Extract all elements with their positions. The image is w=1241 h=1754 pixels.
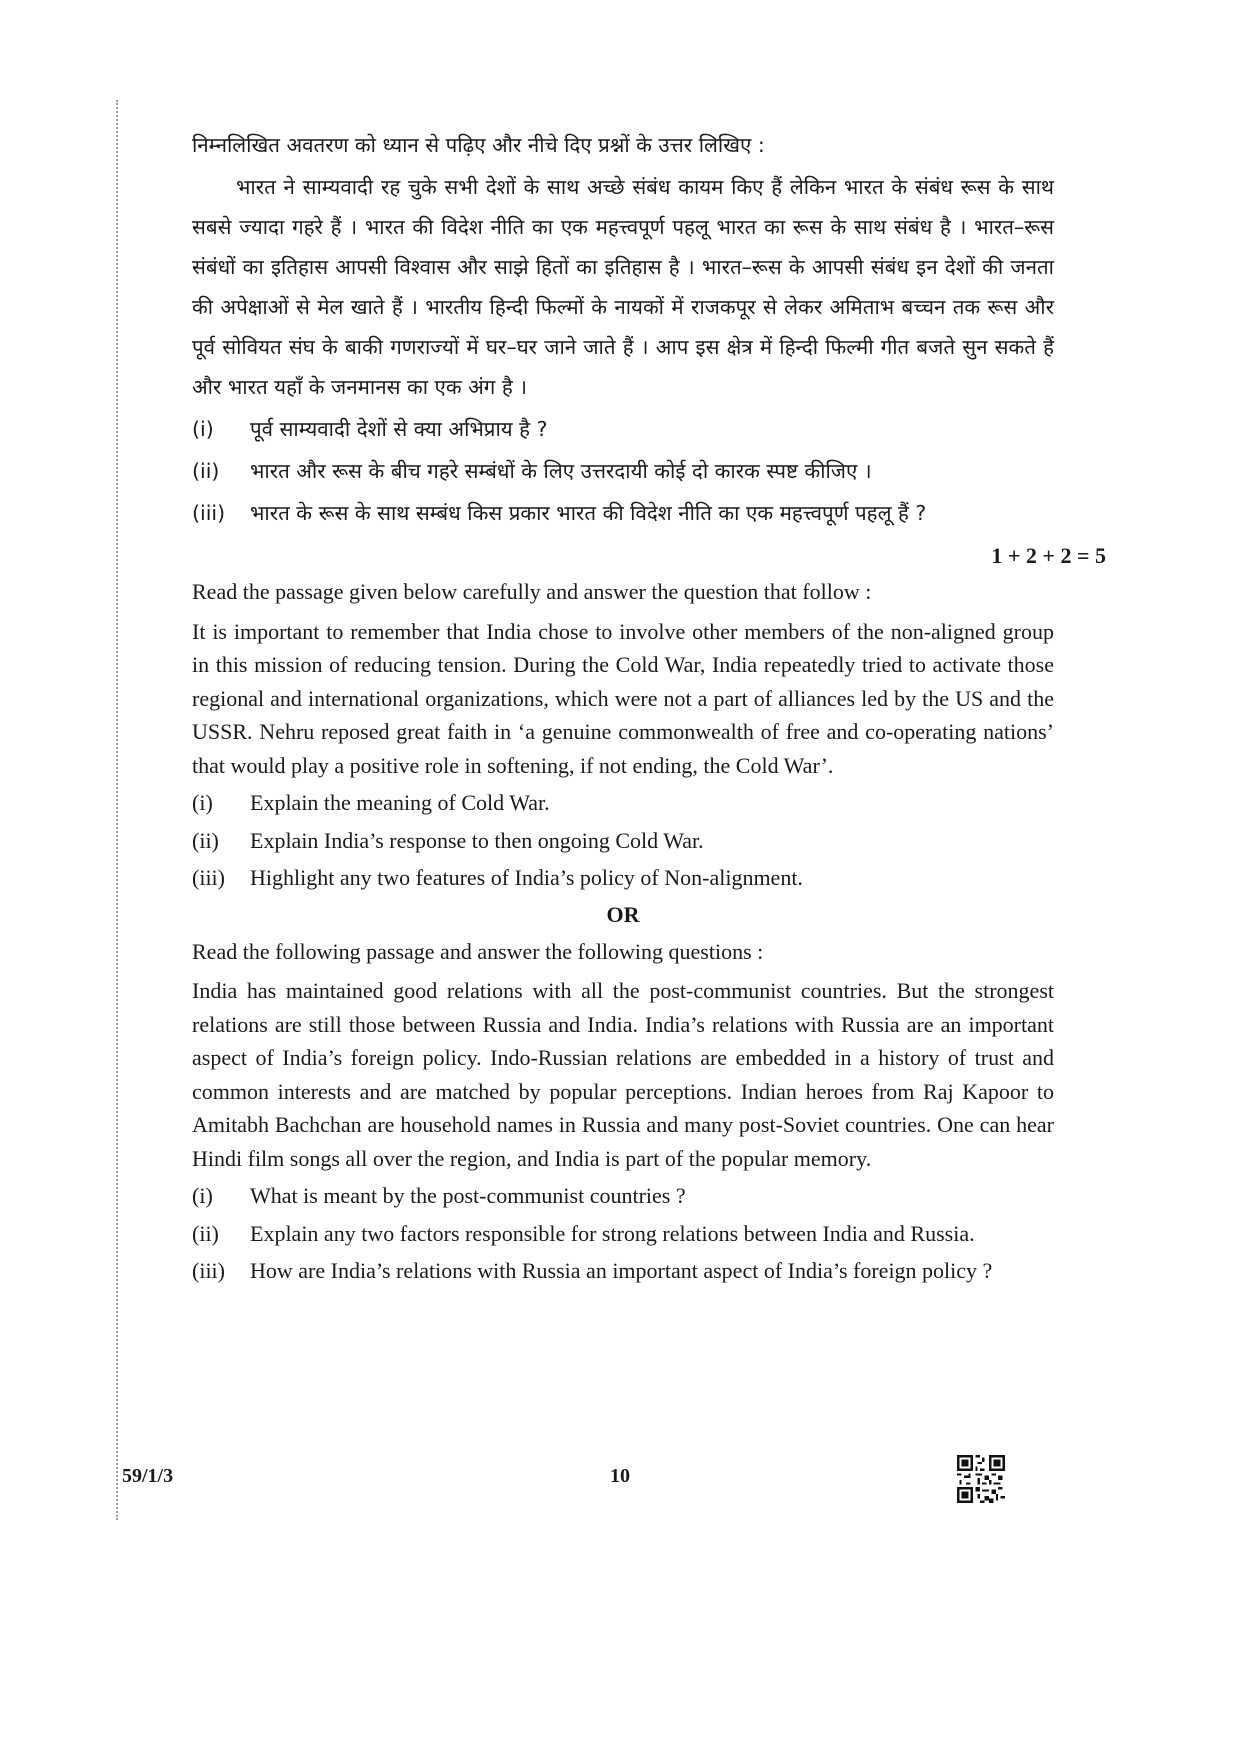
english-instruction: Read the passage given below carefully and answer the question that follow : bbox=[192, 579, 872, 604]
question-text: भारत के रूस के साथ सम्बंध किस प्रकार भारत की विदेश नीति का एक महत्त्वपूर्ण पहलू हैं ? bbox=[250, 501, 927, 525]
question-text: What is meant by the post-communist countries ? bbox=[250, 1183, 686, 1208]
page-number: 10 bbox=[610, 1465, 630, 1487]
qr-code-icon bbox=[957, 1455, 1005, 1503]
or-separator: OR bbox=[606, 901, 640, 927]
question-content bbox=[192, 125, 1106, 1288]
question-number: (iii) bbox=[192, 1258, 225, 1283]
question-text: How are India’s relations with Russia an important aspect of India’s foreign policy ? bbox=[250, 1258, 993, 1283]
english-passage: It is important to remember that India chose to involve other members of the non-aligned group in this mission of reducing tension. During the Cold War, India repeatedly tried to activate those regional and international organizations, which were not a part of alliances led by the US and the USSR. Nehru reposed great faith in ‘a genuine commonwealth of free and co-operating nations’ that would play a positive role in softening, if not ending, the Cold War’. bbox=[192, 618, 1054, 778]
english-alt-instruction: Read the following passage and answer the following questions : bbox=[192, 938, 764, 964]
paper-code: 59/1/3 bbox=[122, 1465, 174, 1487]
question-text: भारत और रूस के बीच गहरे सम्बंधों के लिए उत्तरदायी कोई दो कारक स्पष्ट कीजिए । bbox=[250, 459, 872, 483]
question-number: (iii) bbox=[192, 865, 225, 890]
english-question-3 bbox=[192, 861, 1054, 895]
english-alt-question-1 bbox=[192, 1179, 1054, 1213]
question-text: Explain India’s response to then ongoing Cold War. bbox=[250, 827, 704, 853]
question-number: (ii) bbox=[192, 1220, 219, 1246]
question-text: पूर्व साम्यवादी देशों से क्या अभिप्राय है ? bbox=[250, 417, 548, 441]
hindi-question-1 bbox=[192, 409, 1054, 449]
question-text: Explain the meaning of Cold War. bbox=[250, 790, 550, 815]
english-alt-question-2 bbox=[192, 1217, 1054, 1251]
question-text: Explain any two factors responsible for strong relations between India and Russia. bbox=[250, 1220, 975, 1246]
question-number: (ii) bbox=[192, 827, 219, 853]
english-alt-passage: India has maintained good relations with all the post-communist countries. But the strongest relations are still those between Russia and India. India’s relations with Russia are an important aspect of India’s foreign policy. Indo-Russian relations are embedded in a history of trust and common interests and are matched by popular perceptions. Indian heroes from Raj Kapoor to Amitabh Bachchan are household names in Russia and many post-Soviet countries. One can hear Hindi film songs all over the region, and India is part of the popular memory. bbox=[192, 978, 1054, 1171]
question-number: (iii) bbox=[192, 501, 226, 525]
question-number: (i) bbox=[192, 790, 213, 815]
hindi-passage: भारत ने साम्यवादी रह चुके सभी देशों के साथ अच्छे संबंध कायम किए हैं लेकिन भारत के संबंध रूस के साथ सबसे ज्यादा गहरे हैं । भारत की विदेश नीति का एक महत्त्वपूर्ण पहलू भारत का रूस के साथ संबंध है । भारत–रूस संबंधों का इतिहास आपसी विश्वास और साझे हितों का इतिहास है । भारत–रूस के आपसी संबंध इन देशों की जनता की अपेक्षाओं से मेल खाते हैं । भारतीय हिन्दी फिल्मों के नायकों में राजकपूर से लेकर अमिताभ बच्चन तक रूस और पूर्व सोवियत संघ के बाकी गणराज्यों में घर–घर जाने जाते हैं । आप इस क्षेत्र में हिन्दी फिल्मी गीत बजते सुन सकते हैं और भारत यहाँ के जनमानस का एक अंग है । bbox=[192, 175, 1054, 399]
hindi-instruction: निम्नलिखित अवतरण को ध्यान से पढ़िए और नीचे दिए प्रश्नों के उत्तर लिखिए : bbox=[192, 133, 765, 157]
marks-distribution: 1 + 2 + 2 = 5 bbox=[991, 543, 1106, 568]
perforation-margin bbox=[116, 100, 118, 1520]
question-number: (i) bbox=[192, 417, 214, 441]
english-question-2 bbox=[192, 824, 1054, 858]
question-number: (ii) bbox=[192, 459, 220, 483]
english-alt-question-3 bbox=[192, 1254, 1054, 1288]
hindi-question-2 bbox=[192, 451, 1054, 491]
hindi-question-3 bbox=[192, 493, 1054, 533]
question-text: Highlight any two features of India’s policy of Non-alignment. bbox=[250, 865, 803, 890]
english-question-1 bbox=[192, 786, 1054, 820]
question-number: (i) bbox=[192, 1183, 213, 1208]
